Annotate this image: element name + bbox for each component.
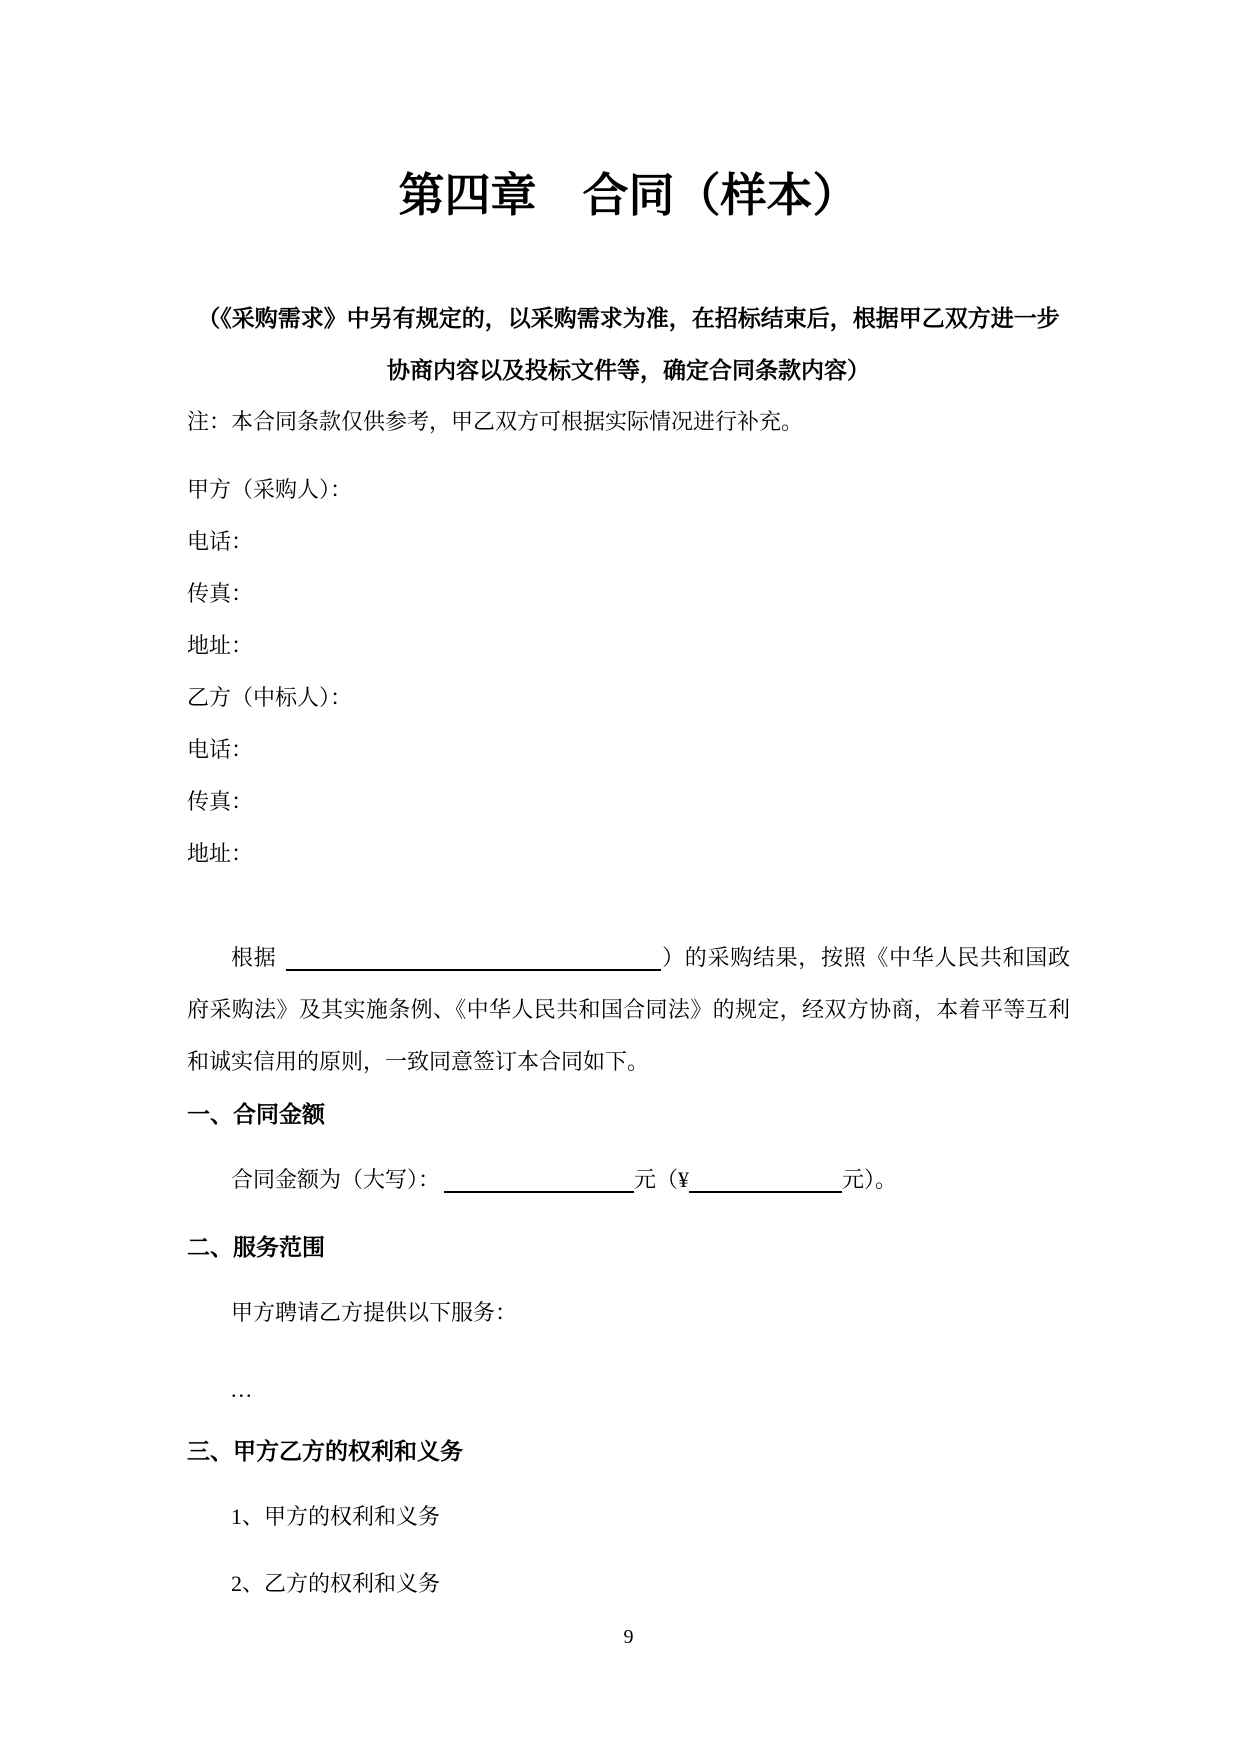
preamble-body: ）的采购结果，按照《中华人民共和国政府采购法》及其实施条例、《中华人民共和国合同法》的规定，经双方协商，本着平等互利和诚实信用的原则，一致同意签订本合同如下。 <box>187 945 1070 1074</box>
party-a-fax: 传真： <box>187 581 254 606</box>
party-a-label: 甲方（采购人）： <box>187 477 353 502</box>
party-b-label: 乙方（中标人）： <box>187 685 353 710</box>
preamble-paragraph <box>187 932 1070 1088</box>
section-2-heading: 二、服务范围 <box>187 1234 325 1260</box>
procurement-result-blank <box>286 941 661 971</box>
party-b-fax: 传真： <box>187 789 254 814</box>
subtitle-note <box>187 292 1070 396</box>
amount-suffix: 元）。 <box>842 1167 898 1192</box>
party-info-block <box>187 464 1070 880</box>
section-1-heading: 一、合同金额 <box>187 1101 325 1127</box>
party-a-address: 地址： <box>187 633 254 658</box>
subtitle-line-1: （《采购需求》中另有规定的，以采购需求为准，在招标结束后，根据甲乙双方进一步 <box>197 305 1060 331</box>
party-b-phone: 电话： <box>187 737 254 762</box>
section-3-heading: 三、甲方乙方的权利和义务 <box>187 1438 463 1464</box>
party-a-rights-item: 1、甲方的权利和义务 <box>231 1504 441 1529</box>
party-a-phone: 电话： <box>187 529 254 554</box>
ellipsis-placeholder: ... <box>231 1377 254 1402</box>
amount-prefix: 合同金额为（大写）： <box>231 1167 441 1192</box>
amount-in-figures-blank <box>689 1163 842 1193</box>
service-scope-line: 甲方聘请乙方提供以下服务： <box>231 1300 518 1325</box>
chapter-title: 第四章 合同（样本） <box>398 170 859 221</box>
reference-note: 注：本合同条款仅供参考，甲乙双方可根据实际情况进行补充。 <box>187 409 804 434</box>
preamble-lead: 根据 <box>231 945 277 970</box>
party-b-address: 地址： <box>187 841 254 866</box>
contract-amount-line <box>187 1154 1070 1206</box>
page-number: 9 <box>623 1626 634 1648</box>
subtitle-line-2: 协商内容以及投标文件等，确定合同条款内容） <box>387 357 870 383</box>
amount-mid: 元（¥ <box>634 1167 690 1192</box>
party-b-rights-item: 2、乙方的权利和义务 <box>231 1571 441 1596</box>
amount-in-words-blank <box>444 1163 634 1193</box>
